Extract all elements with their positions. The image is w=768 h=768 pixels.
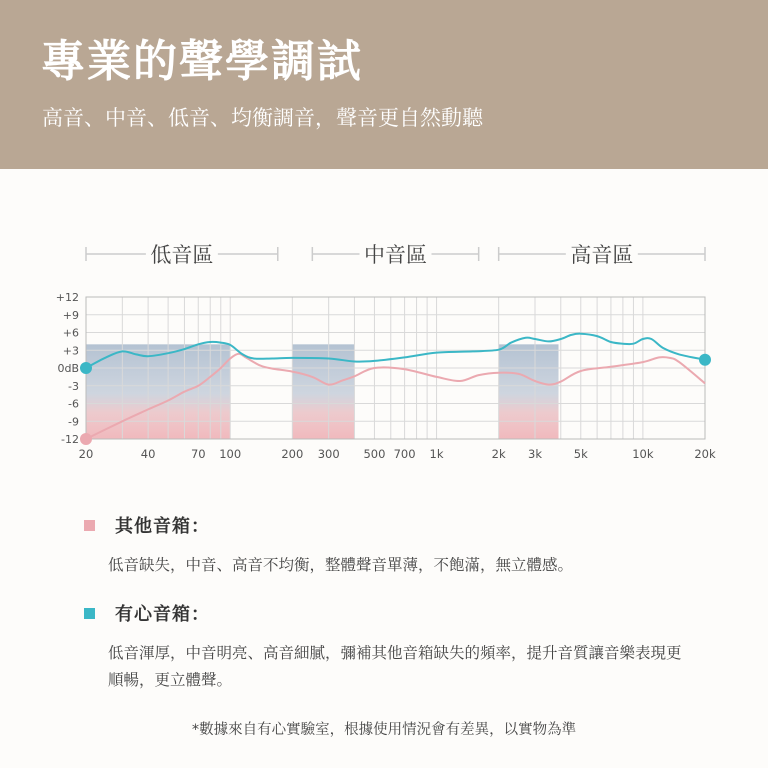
x-tick-label: 500: [363, 447, 386, 461]
x-tick-label: 20k: [694, 447, 716, 461]
y-tick-label: -12: [61, 433, 79, 446]
teal-swatch-icon: [84, 608, 95, 619]
series-point-other-start: [80, 433, 92, 445]
y-tick-label: +12: [55, 291, 79, 304]
legend-youxin-speakers: [78, 600, 698, 694]
x-tick-label: 1k: [429, 447, 444, 461]
x-tick-label: 3k: [528, 447, 542, 461]
y-tick-label: 0dB: [57, 362, 79, 375]
x-tick-label: 40: [140, 447, 156, 461]
x-tick-label: 200: [281, 447, 304, 461]
y-tick-label: +6: [62, 326, 79, 340]
legend-text-youxin: 低音渾厚，中音明亮、高音細膩，彌補其他音箱缺失的頻率，提升音質讓音樂表現更順暢，更立體聲。: [108, 644, 682, 689]
frequency-response-chart: [0, 230, 768, 470]
x-tick-label: 100: [219, 447, 242, 461]
band-label: 中音區: [364, 243, 427, 267]
page-title: 專業的聲學調試: [41, 36, 363, 87]
band-label: 高音區: [570, 243, 634, 267]
x-tick-label: 5k: [573, 447, 588, 461]
x-tick-label: 10k: [632, 447, 654, 461]
highlight-region: [86, 344, 230, 439]
page-subtitle: 高音、中音、低音、均衡調音，聲音更自然動聽: [42, 106, 483, 130]
x-tick-label: 2k: [491, 447, 506, 461]
legend-title-other: 其他音箱：: [115, 516, 210, 537]
highlight-region: [499, 344, 559, 439]
y-tick-label: -9: [68, 415, 79, 429]
y-tick-label: +3: [62, 344, 79, 358]
legend-other-speakers: [78, 512, 698, 579]
y-tick-label: -6: [68, 397, 79, 411]
x-tick-label: 700: [393, 447, 416, 461]
pink-swatch-icon: [84, 520, 95, 531]
series-point-youxin-start: [80, 362, 92, 374]
y-tick-label: -3: [68, 379, 79, 393]
y-tick-label: +9: [62, 308, 79, 322]
footnote: *數據來自有心實驗室，根據使用情況會有差異，以實物為準: [191, 722, 577, 738]
series-point-youxin-end: [699, 354, 711, 366]
legend-title-youxin: 有心音箱：: [115, 604, 210, 625]
x-tick-label: 300: [317, 447, 340, 461]
band-label: 低音區: [150, 243, 214, 267]
x-tick-label: 70: [190, 447, 206, 461]
header-banner: [0, 0, 768, 169]
x-tick-label: 20: [78, 447, 94, 461]
legend-text-other: 低音缺失，中音、高音不均衡，整體聲音單薄，不飽滿，無立體感。: [108, 556, 574, 574]
